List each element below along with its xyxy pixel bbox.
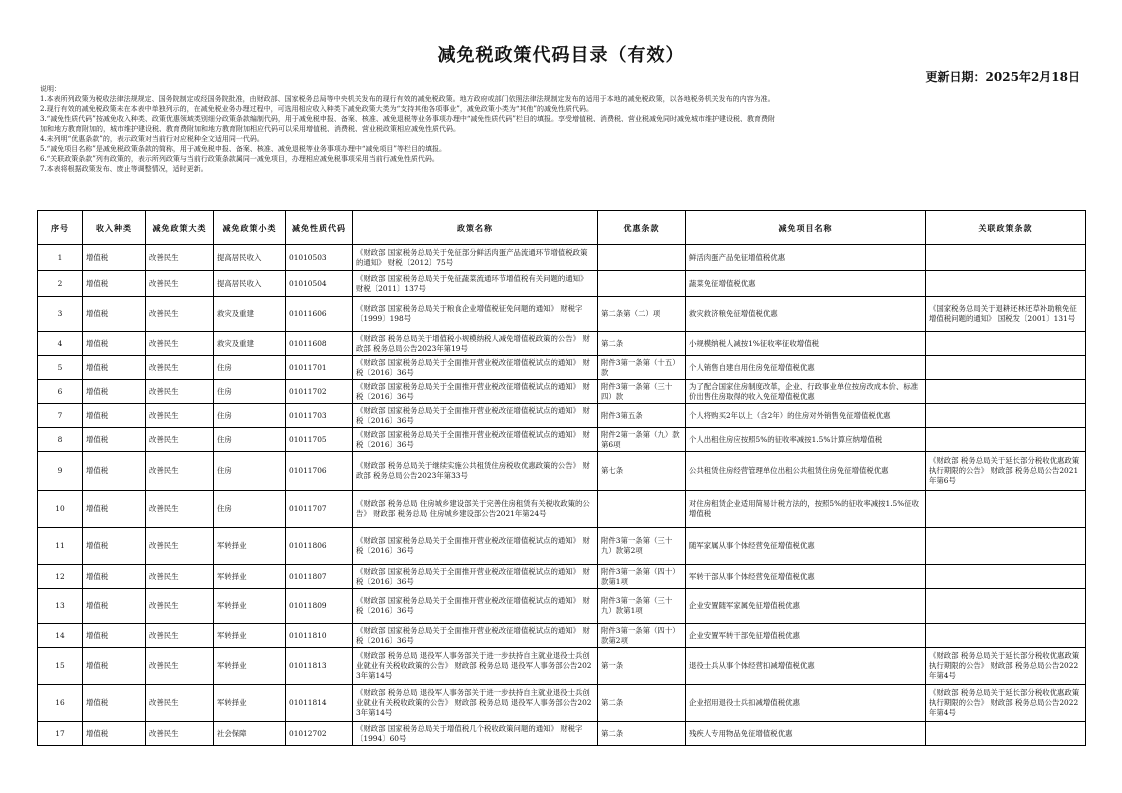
cell-policy-category: 改善民生	[146, 624, 214, 648]
cell-clause: 第二条	[598, 332, 686, 356]
note-line: 2.现行有效的减免税政策未在本表中单独列示的，在减免税业务办理过程中，可选用相应收入种类下减免政策大类为“支持其他各项事业”，减免政策小类为“其他”的减免性质代码。	[40, 105, 593, 113]
cell-policy-subcategory: 救灾及重建	[214, 332, 286, 356]
cell-clause: 附件3第一条第（十五）款	[598, 356, 686, 380]
cell-policy-name: 《财政部 税务总局 退役军人事务部关于进一步扶持自主就业退役士兵创业就业有关税收政策的公告》 财政部 税务总局 退役军人事务部公告2023年第14号	[353, 685, 598, 722]
cell-code: 01011701	[286, 356, 353, 380]
cell-policy-subcategory: 住房	[214, 428, 286, 452]
cell-related-clause	[926, 491, 1086, 528]
cell-policy-name: 《财政部 国家税务总局关于全面推开营业税改征增值税试点的通知》 财税〔2016〕36号	[353, 565, 598, 589]
cell-policy-name: 《财政部 国家税务总局关于全面推开营业税改征增值税试点的通知》 财税〔2016〕36号	[353, 428, 598, 452]
cell-income-type: 增值税	[83, 404, 146, 428]
cell-related-clause	[926, 245, 1086, 271]
cell-seq: 13	[38, 589, 83, 624]
cell-code: 01011813	[286, 648, 353, 685]
cell-related-clause	[926, 271, 1086, 297]
note-line: 3.“减免性质代码”按减免收入种类、政策优惠领域类别细分政策条款编制代码，用于减免税申报、备案、核准、减免退税等业务事项办理中“减免性质代码”栏目的填报。享受增值税、消费税、营业税减免同时减免城市维护建设税、教育费附	[40, 115, 775, 123]
cell-related-clause: 《财政部 税务总局关于延长部分税收优惠政策执行期限的公告》 财政部 税务总局公告2022年第4号	[926, 648, 1086, 685]
cell-policy-name: 《财政部 国家税务总局关于全面推开营业税改征增值税试点的通知》 财税〔2016〕36号	[353, 528, 598, 565]
header-clause: 优惠条款	[598, 211, 686, 245]
cell-related-clause	[926, 624, 1086, 648]
cell-policy-name: 《财政部 国家税务总局关于全面推开营业税改征增值税试点的通知》 财税〔2016〕36号	[353, 589, 598, 624]
table-row	[38, 271, 1086, 297]
cell-policy-category: 改善民生	[146, 297, 214, 332]
cell-income-type: 增值税	[83, 624, 146, 648]
cell-income-type: 增值税	[83, 589, 146, 624]
cell-policy-category: 改善民生	[146, 380, 214, 404]
table-row	[38, 528, 1086, 565]
cell-policy-category: 改善民生	[146, 356, 214, 380]
cell-item-name: 个人出租住房应按照5%的征收率减按1.5%计算应纳增值税	[686, 428, 926, 452]
cell-seq: 10	[38, 491, 83, 528]
cell-seq: 5	[38, 356, 83, 380]
cell-item-name: 公共租赁住房经营管理单位出租公共租赁住房免征增值税优惠	[686, 452, 926, 491]
cell-income-type: 增值税	[83, 491, 146, 528]
header-code: 减免性质代码	[286, 211, 353, 245]
cell-income-type: 增值税	[83, 452, 146, 491]
cell-policy-subcategory: 提高居民收入	[214, 245, 286, 271]
header-income-type: 收入种类	[83, 211, 146, 245]
cell-related-clause	[926, 722, 1086, 746]
cell-seq: 4	[38, 332, 83, 356]
cell-related-clause	[926, 589, 1086, 624]
cell-related-clause: 《财政部 税务总局关于延长部分税收优惠政策执行期限的公告》 财政部 税务总局公告2022年第4号	[926, 685, 1086, 722]
table-row	[38, 685, 1086, 722]
note-line: 7.本表将根据政策发布、废止等调整情况，适时更新。	[40, 165, 208, 173]
cell-seq: 6	[38, 380, 83, 404]
page-title: 减免税政策代码目录（有效）	[437, 45, 685, 66]
cell-item-name: 对住房租赁企业适用简易计税方法的，按照5%的征收率减按1.5%征收增值税	[686, 491, 926, 528]
cell-policy-category: 改善民生	[146, 332, 214, 356]
cell-policy-category: 改善民生	[146, 589, 214, 624]
cell-policy-subcategory: 军转择业	[214, 528, 286, 565]
cell-code: 01011705	[286, 428, 353, 452]
table-row	[38, 624, 1086, 648]
cell-clause: 附件2第一条第（九）款第6项	[598, 428, 686, 452]
cell-policy-name: 《财政部 国家税务总局关于粮食企业增值税征免问题的通知》 财税字〔1999〕198号	[353, 297, 598, 332]
cell-income-type: 增值税	[83, 271, 146, 297]
cell-related-clause	[926, 565, 1086, 589]
cell-item-name: 蔬菜免征增值税优惠	[686, 271, 926, 297]
cell-seq: 11	[38, 528, 83, 565]
cell-policy-subcategory: 住房	[214, 452, 286, 491]
cell-code: 01011702	[286, 380, 353, 404]
cell-related-clause	[926, 332, 1086, 356]
cell-related-clause	[926, 428, 1086, 452]
table-row	[38, 356, 1086, 380]
cell-item-name: 个人将购买2年以上（含2年）的住房对外销售免征增值税优惠	[686, 404, 926, 428]
cell-code: 01011606	[286, 297, 353, 332]
cell-clause: 第一条	[598, 648, 686, 685]
cell-income-type: 增值税	[83, 565, 146, 589]
cell-clause: 第二条第（二）项	[598, 297, 686, 332]
table-row	[38, 245, 1086, 271]
cell-related-clause	[926, 528, 1086, 565]
cell-income-type: 增值税	[83, 528, 146, 565]
table-row	[38, 428, 1086, 452]
cell-seq: 8	[38, 428, 83, 452]
cell-income-type: 增值税	[83, 648, 146, 685]
header-policy-name: 政策名称	[353, 211, 598, 245]
table-row	[38, 589, 1086, 624]
cell-clause: 附件3第一条第（三十九）款第1项	[598, 589, 686, 624]
cell-clause: 附件3第一条第（四十）款第2项	[598, 624, 686, 648]
cell-policy-subcategory: 住房	[214, 491, 286, 528]
cell-policy-category: 改善民生	[146, 648, 214, 685]
cell-item-name: 军转干部从事个体经营免征增值税优惠	[686, 565, 926, 589]
cell-policy-category: 改善民生	[146, 565, 214, 589]
cell-policy-subcategory: 军转择业	[214, 648, 286, 685]
cell-seq: 3	[38, 297, 83, 332]
table-row	[38, 404, 1086, 428]
cell-clause: 第二条	[598, 722, 686, 746]
cell-policy-category: 改善民生	[146, 271, 214, 297]
header-policy-subcategory: 减免政策小类	[214, 211, 286, 245]
cell-income-type: 增值税	[83, 380, 146, 404]
cell-item-name: 随军家属从事个体经营免征增值税优惠	[686, 528, 926, 565]
note-line: 5.“减免项目名称”是减免税政策条款的简称，用于减免税申报、备案、核准、减免退税等业务事项办理中“减免项目”等栏目的填报。	[40, 145, 446, 153]
cell-item-name: 个人销售自建自用住房免征增值税优惠	[686, 356, 926, 380]
cell-policy-name: 《财政部 国家税务总局关于全面推开营业税改征增值税试点的通知》 财税〔2016〕36号	[353, 404, 598, 428]
header-policy-category: 减免政策大类	[146, 211, 214, 245]
cell-code: 01011707	[286, 491, 353, 528]
cell-code: 01011809	[286, 589, 353, 624]
cell-policy-category: 改善民生	[146, 404, 214, 428]
cell-policy-name: 《财政部 国家税务总局关于免征部分鲜活肉蛋产品流通环节增值税政策的通知》 财税〔2012〕75号	[353, 245, 598, 271]
cell-related-clause: 《国家税务总局关于退耕还林还草补助粮免征增值税问题的通知》 国税发〔2001〕131号	[926, 297, 1086, 332]
cell-policy-subcategory: 军转择业	[214, 565, 286, 589]
notes-heading: 说明：	[40, 85, 61, 93]
cell-related-clause	[926, 404, 1086, 428]
cell-item-name: 企业安置军转干部免征增值税优惠	[686, 624, 926, 648]
notes-section	[40, 84, 1090, 174]
note-line: 6.“关联政策条款”列有政策的，表示所列政策与当前行政策条款属同一减免项目，办理相应减免税事项采用当前行减免性质代码。	[40, 155, 439, 163]
cell-policy-subcategory: 军转择业	[214, 624, 286, 648]
cell-income-type: 增值税	[83, 428, 146, 452]
cell-policy-name: 《财政部 国家税务总局关于增值税几个税收政策问题的通知》 财税字〔1994〕60号	[353, 722, 598, 746]
cell-item-name: 救灾救济粮免征增值税优惠	[686, 297, 926, 332]
table-row	[38, 380, 1086, 404]
cell-seq: 2	[38, 271, 83, 297]
cell-code: 01011703	[286, 404, 353, 428]
cell-policy-name: 《财政部 税务总局 住房城乡建设部关于完善住房租赁有关税收政策的公告》 财政部 税务总局 住房城乡建设部公告2021年第24号	[353, 491, 598, 528]
table-row	[38, 332, 1086, 356]
cell-policy-category: 改善民生	[146, 685, 214, 722]
cell-policy-subcategory: 军转择业	[214, 685, 286, 722]
cell-policy-subcategory: 住房	[214, 404, 286, 428]
header-item-name: 减免项目名称	[686, 211, 926, 245]
cell-policy-name: 《财政部 税务总局 退役军人事务部关于进一步扶持自主就业退役士兵创业就业有关税收政策的公告》 财政部 税务总局 退役军人事务部公告2023年第14号	[353, 648, 598, 685]
cell-seq: 1	[38, 245, 83, 271]
cell-related-clause	[926, 380, 1086, 404]
note-line: 加和地方教育附加的，城市维护建设税、教育费附加和地方教育附加相应代码可以采用增值税、消费税、营业税政策相应减免性质代码。	[40, 125, 460, 133]
table-header-row	[38, 211, 1086, 245]
cell-code: 01012702	[286, 722, 353, 746]
cell-income-type: 增值税	[83, 356, 146, 380]
cell-clause	[598, 491, 686, 528]
cell-clause: 第二条	[598, 685, 686, 722]
table-row	[38, 452, 1086, 491]
cell-code: 01010504	[286, 271, 353, 297]
table-row	[38, 565, 1086, 589]
cell-clause: 附件3第五条	[598, 404, 686, 428]
cell-code: 01011807	[286, 565, 353, 589]
cell-policy-category: 改善民生	[146, 245, 214, 271]
cell-policy-subcategory: 提高居民收入	[214, 271, 286, 297]
header-related-clause: 关联政策条款	[926, 211, 1086, 245]
cell-seq: 14	[38, 624, 83, 648]
cell-policy-category: 改善民生	[146, 528, 214, 565]
cell-policy-category: 改善民生	[146, 491, 214, 528]
cell-item-name: 小规模纳税人减按1%征收率征收增值税	[686, 332, 926, 356]
cell-seq: 12	[38, 565, 83, 589]
cell-policy-subcategory: 社会保障	[214, 722, 286, 746]
cell-code: 01011806	[286, 528, 353, 565]
cell-item-name: 企业安置随军家属免征增值税优惠	[686, 589, 926, 624]
cell-clause	[598, 245, 686, 271]
note-line: 4.未列明“优惠条款”的，表示政策对当前行对应税种全文适用同一代码。	[40, 135, 264, 143]
cell-clause: 附件3第一条第（三十四）款	[598, 380, 686, 404]
table-row	[38, 297, 1086, 332]
cell-policy-name: 《财政部 国家税务总局关于全面推开营业税改征增值税试点的通知》 财税〔2016〕36号	[353, 624, 598, 648]
cell-item-name: 残疾人专用物品免征增值税优惠	[686, 722, 926, 746]
cell-item-name: 企业招用退役士兵扣减增值税优惠	[686, 685, 926, 722]
table-row	[38, 648, 1086, 685]
cell-income-type: 增值税	[83, 332, 146, 356]
cell-seq: 15	[38, 648, 83, 685]
cell-code: 01010503	[286, 245, 353, 271]
cell-policy-subcategory: 救灾及重建	[214, 297, 286, 332]
header-seq: 序号	[38, 211, 83, 245]
cell-clause: 第七条	[598, 452, 686, 491]
cell-policy-name: 《财政部 税务总局关于继续实施公共租赁住房税收优惠政策的公告》 财政部 税务总局公告2023年第33号	[353, 452, 598, 491]
cell-code: 01011810	[286, 624, 353, 648]
cell-code: 01011608	[286, 332, 353, 356]
update-date: 更新日期：2025年2月18日	[925, 70, 1080, 84]
cell-clause	[598, 271, 686, 297]
cell-code: 01011706	[286, 452, 353, 491]
cell-income-type: 增值税	[83, 722, 146, 746]
cell-policy-name: 《财政部 国家税务总局关于全面推开营业税改征增值税试点的通知》 财税〔2016〕36号	[353, 380, 598, 404]
policy-code-table	[37, 210, 1086, 746]
note-line: 1.本表所列政策为税收法律法规规定、国务院制定或经国务院批准，由财政部、国家税务总局等中央机关发布的现行有效的减免税政策。地方政府或部门依照法律法规制定发布的适用于本地的减免税政策，以各地税务机关发布的内容为准。	[40, 95, 775, 103]
cell-income-type: 增值税	[83, 297, 146, 332]
cell-code: 01011814	[286, 685, 353, 722]
cell-item-name: 退役士兵从事个体经营扣减增值税优惠	[686, 648, 926, 685]
table-row	[38, 491, 1086, 528]
cell-related-clause: 《财政部 税务总局关于延长部分税收优惠政策执行期限的公告》 财政部 税务总局公告2021年第6号	[926, 452, 1086, 491]
cell-income-type: 增值税	[83, 245, 146, 271]
cell-policy-category: 改善民生	[146, 452, 214, 491]
cell-income-type: 增值税	[83, 685, 146, 722]
cell-policy-subcategory: 住房	[214, 356, 286, 380]
cell-clause: 附件3第一条第（三十九）款第2项	[598, 528, 686, 565]
cell-item-name: 鲜活肉蛋产品免征增值税优惠	[686, 245, 926, 271]
cell-policy-name: 《财政部 国家税务总局关于全面推开营业税改征增值税试点的通知》 财税〔2016〕36号	[353, 356, 598, 380]
table-row	[38, 722, 1086, 746]
cell-policy-subcategory: 军转择业	[214, 589, 286, 624]
cell-policy-subcategory: 住房	[214, 380, 286, 404]
cell-policy-name: 《财政部 税务总局关于增值税小规模纳税人减免增值税政策的公告》 财政部 税务总局公告2023年第19号	[353, 332, 598, 356]
cell-policy-name: 《财政部 国家税务总局关于免征蔬菜流通环节增值税有关问题的通知》 财税〔2011〕137号	[353, 271, 598, 297]
cell-item-name: 为了配合国家住房制度改革，企业、行政事业单位按房改成本价、标准价出售住房取得的收入免征增值税优惠	[686, 380, 926, 404]
cell-seq: 9	[38, 452, 83, 491]
cell-seq: 16	[38, 685, 83, 722]
cell-policy-category: 改善民生	[146, 428, 214, 452]
cell-seq: 17	[38, 722, 83, 746]
cell-policy-category: 改善民生	[146, 722, 214, 746]
cell-clause: 附件3第一条第（四十）款第1项	[598, 565, 686, 589]
cell-seq: 7	[38, 404, 83, 428]
cell-related-clause	[926, 356, 1086, 380]
